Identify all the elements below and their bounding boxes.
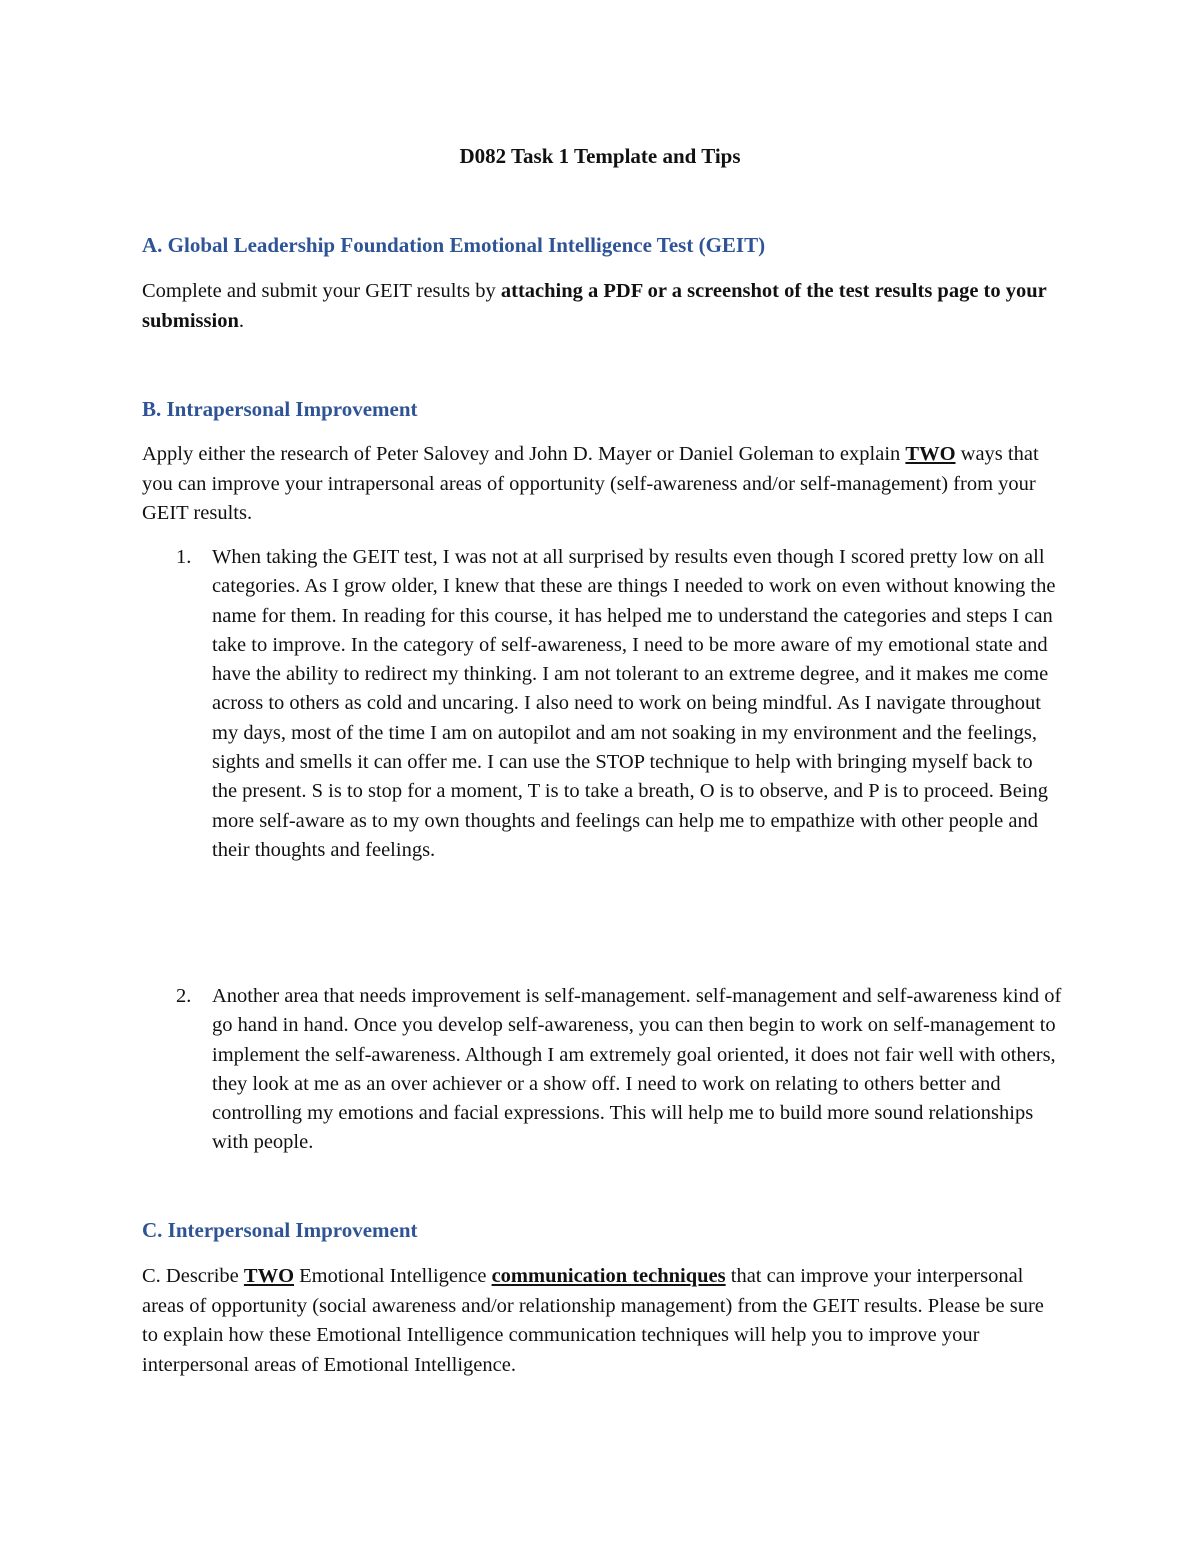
list-item-text: When taking the GEIT test, I was not at all surprised by results even though I scored pretty low on all categories. As I grow older, I knew that these are things I needed to work on even without knowing the name for them. In reading for this course, it has helped me to understand the categories and steps I can take to improve. In the category of self-awareness, I need to be more aware of my emotional state and have the ability to redirect my thinking. I am not tolerant to an extreme degree, and it makes me come across to others as cold and uncaring. I also need to work on being mindful. As I navigate throughout my days, most of the time I am on autopilot and am not soaking in my environment and the feelings, sights and smells it can offer me. I can use the STOP technique to help with bringing myself back to the present. S is to stop for a moment, T is to take a breath, O is to observe, and P is to proceed. Being more self-aware as to my own thoughts and feelings can help me to empathize with other people and their thoughts and feelings. xyxy=(212,546,1056,861)
section-b-emphasis: TWO xyxy=(905,443,956,465)
section-c-emphasis-techniques: communication techniques xyxy=(491,1265,726,1287)
list-item-number: 1. xyxy=(176,546,192,568)
list-item-number: 2. xyxy=(176,985,192,1007)
section-b-prompt-text: Apply either the research of Peter Salovey and John D. Mayer or Daniel Goleman to explain xyxy=(142,443,906,465)
document-title: D082 Task 1 Template and Tips xyxy=(459,144,741,168)
section-c-emphasis-two: TWO xyxy=(243,1265,295,1287)
section-c-prompt xyxy=(142,1262,1062,1380)
section-a-text: Complete and submit your GEIT results by xyxy=(142,280,501,302)
section-a-text-end: . xyxy=(238,309,244,332)
section-a-bold-text: attaching a PDF or a screenshot of the test results page to your submission xyxy=(142,280,1047,332)
section-a-heading: A. Global Leadership Foundation Emotional Intelligence Test (GEIT) xyxy=(142,233,766,257)
section-c-prompt-text: C. Describe xyxy=(142,1265,244,1287)
section-b-prompt-text-2: ways that you can improve your intrapersonal areas of opportunity (self-awareness and/or self-management) from your GEIT results. xyxy=(142,443,1039,524)
section-b-prompt xyxy=(142,440,1062,529)
list-item xyxy=(142,543,1062,865)
section-c-prompt-text-2: Emotional Intelligence xyxy=(294,1265,492,1287)
list-item-text: Another area that needs improvement is self-management. self-management and self-awareness kind of go hand in hand. Once you develop self-awareness, you can then begin to work on self-management to implement the self-awareness. Although I am extremely goal oriented, it does not fair well with others, they look at me as an over achiever or a show off. I need to work on relating to others better and controlling my emotions and facial expressions. This will help me to build more sound relationships with people. xyxy=(212,985,1062,1154)
section-b-heading: B. Intrapersonal Improvement xyxy=(142,397,418,421)
section-a-instructions xyxy=(142,277,1062,336)
section-c-prompt-text-3: that can improve your interpersonal areas of opportunity (social awareness and/or relationship management) from the GEIT results. Please be sure to explain how these Emotional Intelligence communication techniques will help you to improve your interpersonal areas of Emotional Intelligence. xyxy=(142,1265,1044,1376)
section-c-heading: C. Interpersonal Improvement xyxy=(142,1218,418,1242)
list-item xyxy=(142,982,1062,1158)
